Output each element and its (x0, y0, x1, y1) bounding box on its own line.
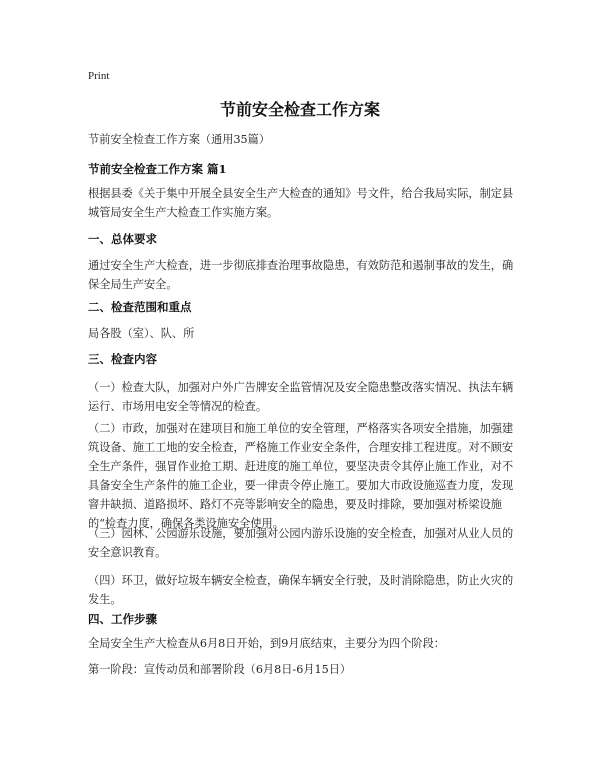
document-title: 节前安全检查工作方案 (219, 100, 380, 119)
paragraph-content-3: （三）园林、公园游乐设施，要加强对公园内游乐设施的安全检查，加强对从业人员的安全意识教育。 (88, 527, 514, 559)
paragraph-content-1: （一）检查大队，加强对户外广告牌安全监管情况及安全隐患整改落实情况、执法车辆运行、市场用电安全等情况的检查。 (88, 381, 514, 413)
paragraph-steps: 全局安全生产大检查从6月8日开始，到9月底结束，主要分为四个阶段： (88, 637, 445, 650)
heading-scope: 二、检查范围和重点 (88, 300, 192, 314)
heading-content: 三、检查内容 (88, 352, 157, 366)
print-link[interactable]: Print (88, 70, 110, 82)
paragraph-overall-requirements: 通过安全生产大检查，进一步彻底排查治理事故隐患，有效防范和遏制事故的发生，确保全局生产安全。 (88, 259, 514, 291)
paragraph-phase-1: 第一阶段：宣传动员和部署阶段（6月8日-6月15日） (88, 663, 352, 676)
intro-paragraph: 根据县委《关于集中开展全县安全生产大检查的通知》号文件，给合我局实际，制定县城管局安全生产大检查工作实施方案。 (88, 187, 514, 219)
paragraph-content-4: （四）环卫，做好垃圾车辆安全检查，确保车辆安全行驶，及时消除隐患，防止火灾的发生。 (88, 574, 514, 606)
section-title: 节前安全检查工作方案 篇1 (88, 162, 227, 176)
paragraph-content-2: （二）市政，加强对在建项目和施工单位的安全管理，严格落实各项安全措施，加强建筑设备、施工工地的安全检查，严格施工作业安全条件，合理安排工程进度。对不顾安全生产条件，强冒作业抢工期、赶进度的施工单位，要坚决责令其停止施工作业，对不具备安全生产条件的施工企业，要一律责令停止施工。要加大市政设施巡查力度，发现窨井缺损、道路损坏、路灯不亮等影响安全的隐患，要及时排除，要加强对桥梁设施的“检查力度，确保各类设施安全使用。 (88, 422, 514, 530)
subtitle: 节前安全检查工作方案（通用35篇） (88, 133, 271, 146)
heading-steps: 四、工作步骤 (88, 612, 157, 626)
heading-overall-requirements: 一、总体要求 (88, 232, 157, 246)
paragraph-scope: 局各股（室）、队、所 (88, 327, 195, 340)
